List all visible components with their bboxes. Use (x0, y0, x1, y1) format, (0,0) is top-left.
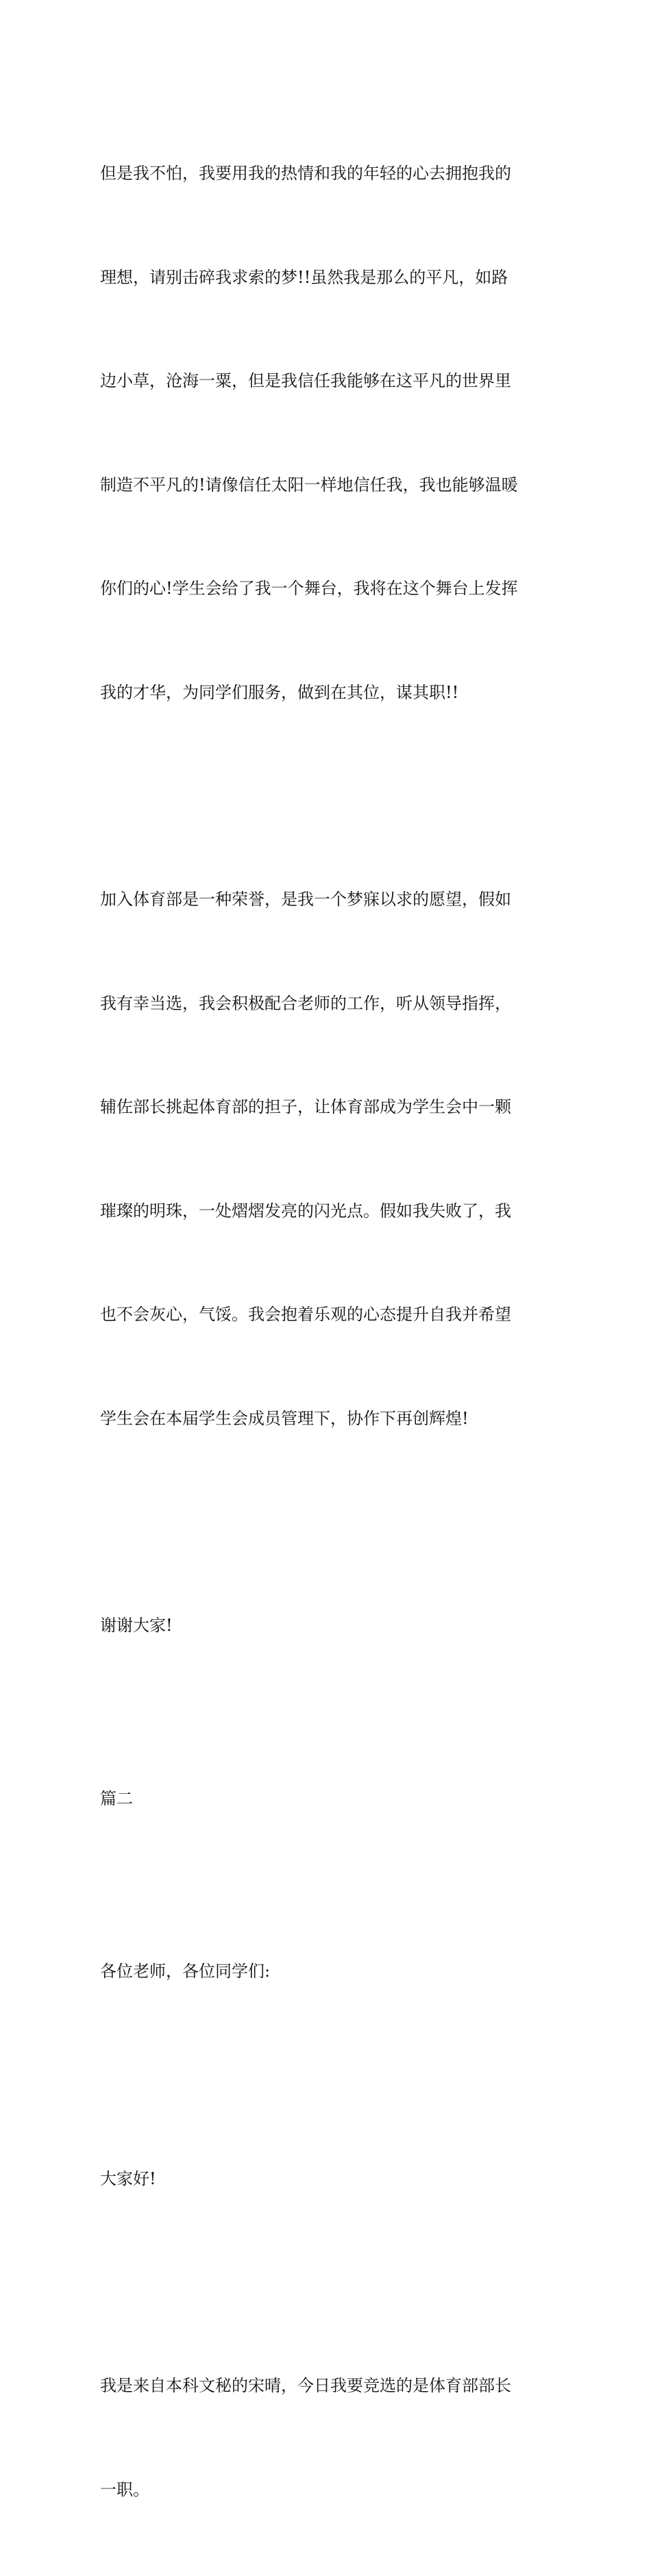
paragraph-sports-department (100, 813, 556, 1505)
paragraph-spacer (100, 2058, 556, 2092)
section-title: 篇二 (100, 1788, 133, 1808)
text-line: 理想，请别击碎我求索的梦!!虽然我是那么的平凡，如路 (100, 267, 508, 287)
paragraph-greeting (100, 2092, 556, 2266)
paragraph-thanks (100, 1539, 556, 1712)
paragraph-spacer (100, 2265, 556, 2299)
text-line: 加入体育部是一种荣誉，是我一个梦寐以求的愿望，假如 (100, 890, 511, 909)
greeting-line: 大家好! (100, 2168, 156, 2188)
document-body (100, 87, 556, 2576)
text-line: 辅佐部长挑起体育部的担子，让体育部成为学生会中一颗 (100, 1097, 511, 1116)
text-line: 但是我不怕，我要用我的热情和我的年轻的心去拥抱我的 (100, 164, 511, 183)
text-line: 璀璨的明珠，一处熠熠发亮的闪光点。假如我失败了，我 (100, 1201, 511, 1221)
section-heading (100, 1712, 556, 1886)
paragraph-salutation (100, 1885, 556, 2058)
paragraph-introduction (100, 2299, 556, 2576)
text-line: 我的才华，为同学们服务，做到在其位，谋其职!! (100, 682, 459, 702)
text-line: 边小草，沧海一粟，但是我信任我能够在这平凡的世界里 (100, 371, 511, 390)
text-line: 我有幸当选，我会积极配合老师的工作，听从领导指挥， (100, 993, 511, 1013)
text-line: 我是来自本科文秘的宋晴，今日我要竞选的是体育部部长 (100, 2376, 511, 2395)
text-line: 一职。 (100, 2479, 149, 2499)
paragraph-spacer (100, 1505, 556, 1539)
text-line: 制造不平凡的!请像信任太阳一样地信任我，我也能够温暖 (100, 475, 518, 495)
text-line: 你们的心!学生会给了我一个舞台，我将在这个舞台上发挥 (100, 579, 518, 598)
salutation-line: 各位老师，各位同学们: (100, 1962, 271, 1981)
text-line: 学生会在本届学生会成员管理下，协作下再创辉煌! (100, 1408, 469, 1428)
thanks-line: 谢谢大家! (100, 1616, 173, 1635)
paragraph-commitment (100, 87, 556, 779)
text-line: 也不会灰心，气馁。我会抱着乐观的心态提升自我并希望 (100, 1305, 511, 1324)
paragraph-spacer (100, 779, 556, 813)
